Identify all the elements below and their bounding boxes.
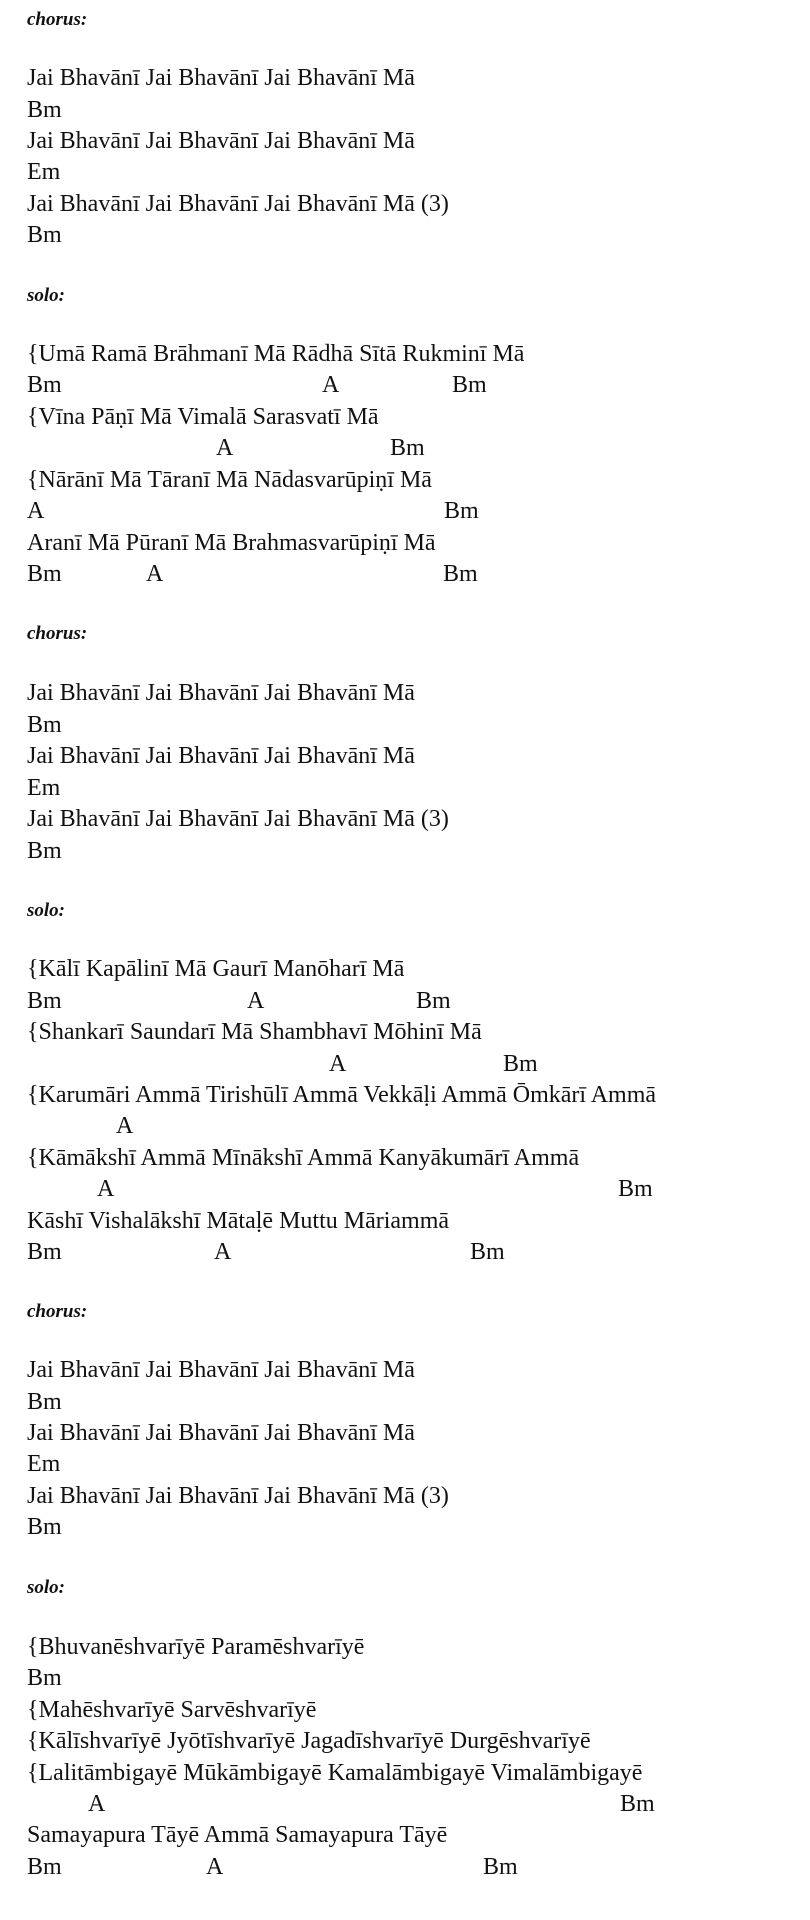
chord-em: Em — [27, 1451, 61, 1477]
chord-bm: Bm — [27, 1239, 62, 1265]
lyric-line: Jai Bhavānī Jai Bhavānī Jai Bhavānī Mā — [27, 1357, 415, 1383]
lyric-line: Kāshī Vishalākshī Mātaḷē Muttu Māriammā — [27, 1208, 450, 1234]
lyric-line: {Nārānī Mā Tāranī Mā Nādasvarūpiṇī Mā — [27, 467, 432, 493]
lyric-line: Jai Bhavānī Jai Bhavānī Jai Bhavānī Mā — [27, 680, 415, 706]
chord-bm: Bm — [27, 712, 62, 738]
chord-bm: Bm — [416, 988, 451, 1014]
chord-bm: Bm — [27, 1665, 62, 1691]
chorus-section-label: chorus: — [27, 623, 88, 644]
chord-em: Em — [27, 775, 61, 801]
lyric-line: Aranī Mā Pūranī Mā Brahmasvarūpiṇī Mā — [27, 530, 436, 556]
lyric-line: Jai Bhavānī Jai Bhavānī Jai Bhavānī Mā — [27, 65, 415, 91]
chord-a: A — [88, 1791, 106, 1817]
chord-bm: Bm — [27, 1854, 62, 1880]
chord-bm: Bm — [27, 372, 62, 398]
chord-bm: Bm — [27, 838, 62, 864]
lyric-line: {Vīna Pāṇī Mā Vimalā Sarasvatī Mā — [27, 404, 379, 430]
lyric-line: Jai Bhavānī Jai Bhavānī Jai Bhavānī Mā (3) — [27, 191, 449, 217]
chord-a: A — [214, 1239, 232, 1265]
chord-bm: Bm — [27, 1389, 62, 1415]
lyric-line: {Karumāri Ammā Tirishūlī Ammā Vekkāḷi Ammā Ōmkārī Ammā — [27, 1082, 657, 1108]
chorus-section-label: chorus: — [27, 9, 88, 30]
chord-bm: Bm — [390, 435, 425, 461]
chord-bm: Bm — [483, 1854, 518, 1880]
chord-a: A — [146, 561, 164, 587]
chord-a: A — [27, 498, 45, 524]
chord-a: A — [97, 1176, 115, 1202]
lyric-line: {Shankarī Saundarī Mā Shambhavī Mōhinī Mā — [27, 1019, 482, 1045]
chord-a: A — [329, 1051, 347, 1077]
chord-a: A — [116, 1113, 134, 1139]
chord-a: A — [247, 988, 265, 1014]
chord-em: Em — [27, 159, 61, 185]
lyric-line: {Mahēshvarīyē Sarvēshvarīyē — [27, 1697, 317, 1723]
lyric-line: Jai Bhavānī Jai Bhavānī Jai Bhavānī Mā — [27, 743, 415, 769]
chord-bm: Bm — [452, 372, 487, 398]
chord-bm: Bm — [27, 222, 62, 248]
chord-bm: Bm — [618, 1176, 653, 1202]
lyric-line: Jai Bhavānī Jai Bhavānī Jai Bhavānī Mā — [27, 128, 415, 154]
chord-bm: Bm — [27, 1514, 62, 1540]
lyric-line: {Bhuvanēshvarīyē Paramēshvarīyē — [27, 1634, 365, 1660]
chord-bm: Bm — [27, 561, 62, 587]
chord-bm: Bm — [444, 498, 479, 524]
solo-section-label: solo: — [27, 285, 65, 306]
solo-section-label: solo: — [27, 1577, 65, 1598]
lyric-line: Jai Bhavānī Jai Bhavānī Jai Bhavānī Mā — [27, 1420, 415, 1446]
chorus-section-label: chorus: — [27, 1301, 88, 1322]
chord-bm: Bm — [503, 1051, 538, 1077]
lyric-line: Samayapura Tāyē Ammā Samayapura Tāyē — [27, 1822, 448, 1848]
chord-a: A — [206, 1854, 224, 1880]
chord-bm: Bm — [620, 1791, 655, 1817]
lyric-line: {Kāmākshī Ammā Mīnākshī Ammā Kanyākumārī Ammā — [27, 1145, 580, 1171]
lyric-line: Jai Bhavānī Jai Bhavānī Jai Bhavānī Mā (3) — [27, 1483, 449, 1509]
lyric-line: {Lalitāmbigayē Mūkāmbigayē Kamalāmbigayē Vimalāmbigayē — [27, 1760, 643, 1786]
lyric-line: Jai Bhavānī Jai Bhavānī Jai Bhavānī Mā (3) — [27, 806, 449, 832]
chord-bm: Bm — [470, 1239, 505, 1265]
solo-section-label: solo: — [27, 900, 65, 921]
lyric-line: {Kālīshvarīyē Jyōtīshvarīyē Jagadīshvarīyē Durgēshvarīyē — [27, 1728, 591, 1754]
lyric-line: {Kālī Kapālinī Mā Gaurī Manōharī Mā — [27, 956, 405, 982]
chord-bm: Bm — [27, 97, 62, 123]
chord-a: A — [322, 372, 340, 398]
chord-a: A — [216, 435, 234, 461]
chord-bm: Bm — [27, 988, 62, 1014]
chord-bm: Bm — [443, 561, 478, 587]
lyric-line: {Umā Ramā Brāhmanī Mā Rādhā Sītā Rukminī Mā — [27, 341, 525, 367]
